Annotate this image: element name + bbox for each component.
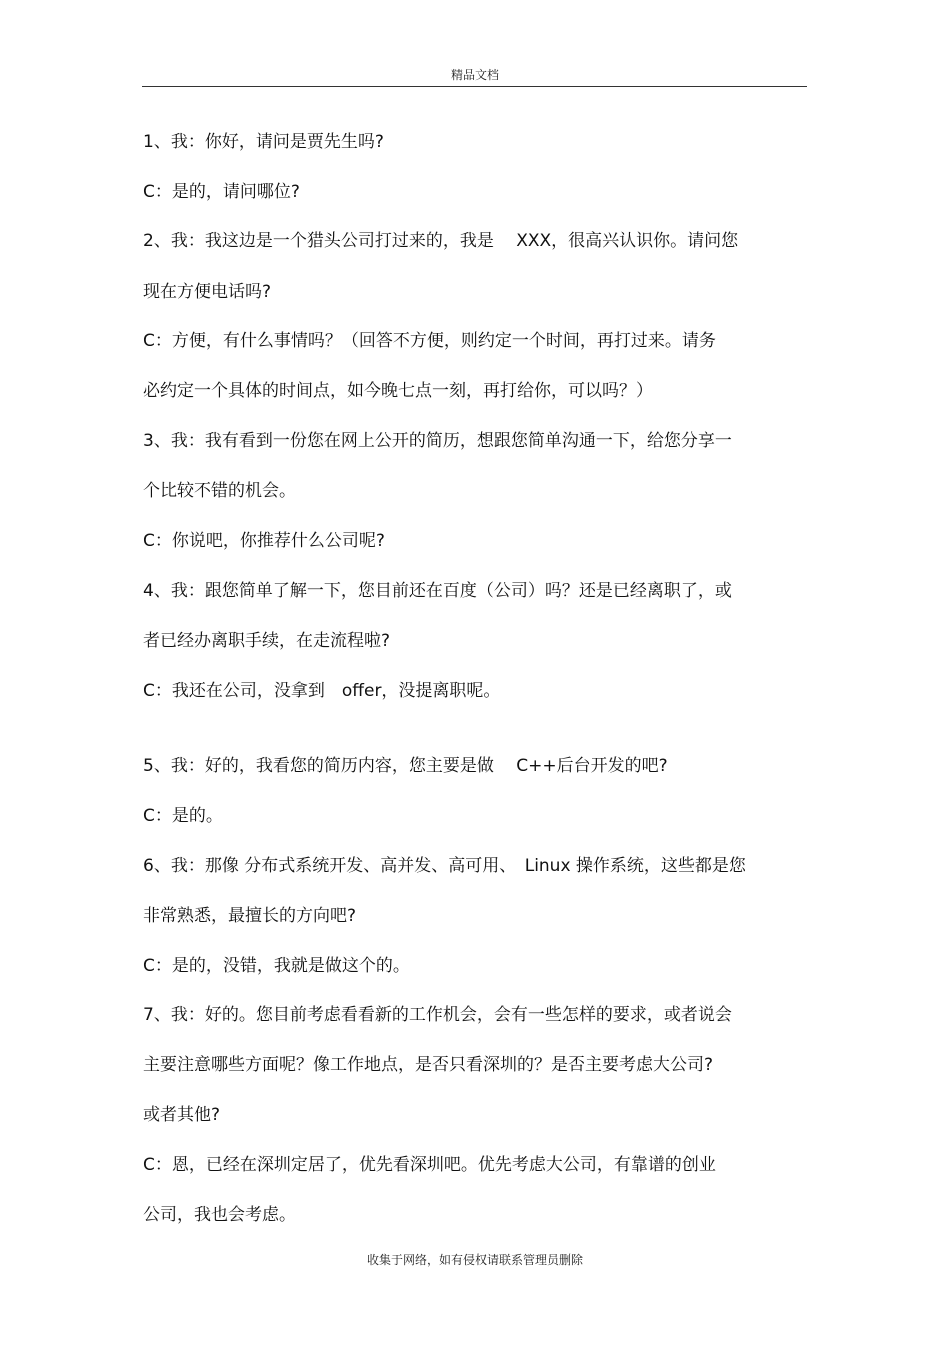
dialogue-line: C：是的。 <box>143 806 223 826</box>
dialogue-line: C：是的，请问哪位? <box>143 182 300 202</box>
dialogue-line: 4、我：跟您简单了解一下，您目前还在百度（公司）吗？还是已经离职了，或 <box>143 581 732 601</box>
dialogue-line: 现在方便电话吗? <box>143 282 272 302</box>
dialogue-line: 5、我：好的，我看您的简历内容，您主要是做 C++后台开发的吧? <box>143 756 668 776</box>
dialogue-line: C：是的，没错，我就是做这个的。 <box>143 956 410 976</box>
dialogue-line: 必约定一个具体的时间点，如今晚七点一刻，再打给你，可以吗？） <box>143 381 653 401</box>
dialogue-line: 者已经办离职手续，在走流程啦? <box>143 631 391 651</box>
dialogue-line: C：你说吧，你推荐什么公司呢? <box>143 531 385 551</box>
dialogue-line: 1、我：你好，请问是贾先生吗? <box>143 132 384 152</box>
page-header-title: 精品文档 <box>450 68 499 82</box>
header-divider <box>142 86 807 87</box>
dialogue-line: 7、我：好的。您目前考虑看看新的工作机会，会有一些怎样的要求，或者说会 <box>143 1005 732 1025</box>
dialogue-line: 主要注意哪些方面呢？像工作地点，是否只看深圳的？是否主要考虑大公司? <box>143 1055 714 1075</box>
dialogue-line: 非常熟悉，最擅长的方向吧? <box>143 906 357 926</box>
dialogue-line: 公司，我也会考虑。 <box>143 1205 296 1225</box>
dialogue-line: 个比较不错的机会。 <box>143 481 296 501</box>
dialogue-line: 或者其他? <box>143 1105 221 1125</box>
page-footer-notice: 收集于网络，如有侵权请联系管理员删除 <box>366 1253 583 1267</box>
dialogue-line: 3、我：我有看到一份您在网上公开的简历，想跟您简单沟通一下，给您分享一 <box>143 431 732 451</box>
dialogue-line: C：方便，有什么事情吗？（回答不方便，则约定一个时间，再打过来。请务 <box>143 331 716 351</box>
dialogue-line: 2、我：我这边是一个猎头公司打过来的，我是 XXX，很高兴认识你。请问您 <box>143 231 739 251</box>
dialogue-line: C：恩，已经在深圳定居了，优先看深圳吧。优先考虑大公司，有靠谱的创业 <box>143 1155 716 1175</box>
dialogue-line: 6、我：那像 分布式系统开发、高并发、高可用、 Linux 操作系统，这些都是您 <box>143 856 746 876</box>
dialogue-line: C：我还在公司，没拿到 offer，没提离职呢。 <box>143 681 501 701</box>
